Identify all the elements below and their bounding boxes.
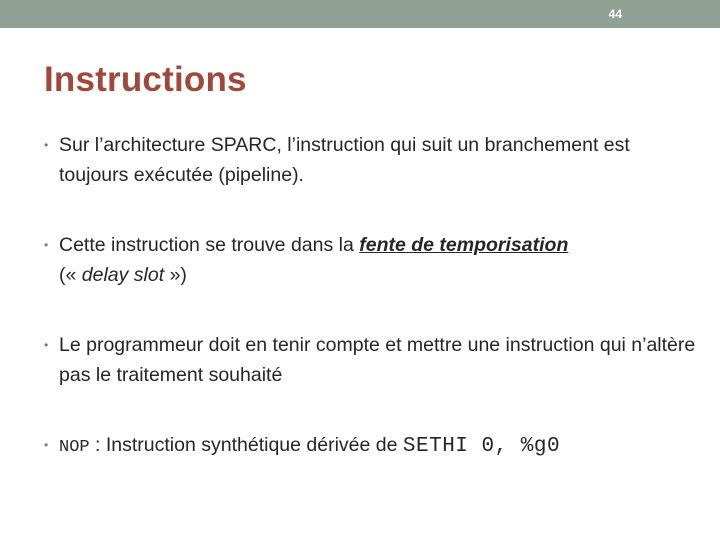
bullet-item-programmer [44, 330, 704, 390]
bullet-item-delay-slot [44, 230, 704, 290]
bullet-item-sparc-branch [44, 130, 704, 190]
bullet-text-open-quote: (« [59, 264, 82, 286]
bullet-dot-icon: • [44, 438, 49, 452]
bullet-item-nop [44, 430, 704, 463]
bullet-list [44, 130, 704, 463]
slide-number: 44 [608, 7, 622, 21]
slide-title: Instructions [44, 60, 247, 99]
sethi-code: SETHI 0, %g0 [402, 435, 561, 458]
nop-code: NOP [59, 438, 90, 457]
bullet-text: : Instruction synthétique dérivée de [89, 434, 403, 456]
bullet-text-prefix: Cette instruction se trouve dans la [59, 234, 360, 256]
emphasized-term: fente de temporisation [359, 234, 569, 256]
bullet-text: Sur l’architecture SPARC, l’instruction qui suit un branchement est toujours exécutée (pipeline). [59, 134, 630, 186]
bullet-dot-icon: • [44, 338, 49, 352]
delay-slot-term: delay slot [81, 264, 165, 286]
top-bar [0, 0, 720, 28]
bullet-dot-icon: • [44, 238, 49, 252]
bullet-text-close-quote: ») [164, 264, 187, 286]
bullet-dot-icon: • [44, 138, 49, 152]
bullet-text: Le programmeur doit en tenir compte et mettre une instruction qui n’altère pas le traitement souhaité [59, 334, 696, 386]
